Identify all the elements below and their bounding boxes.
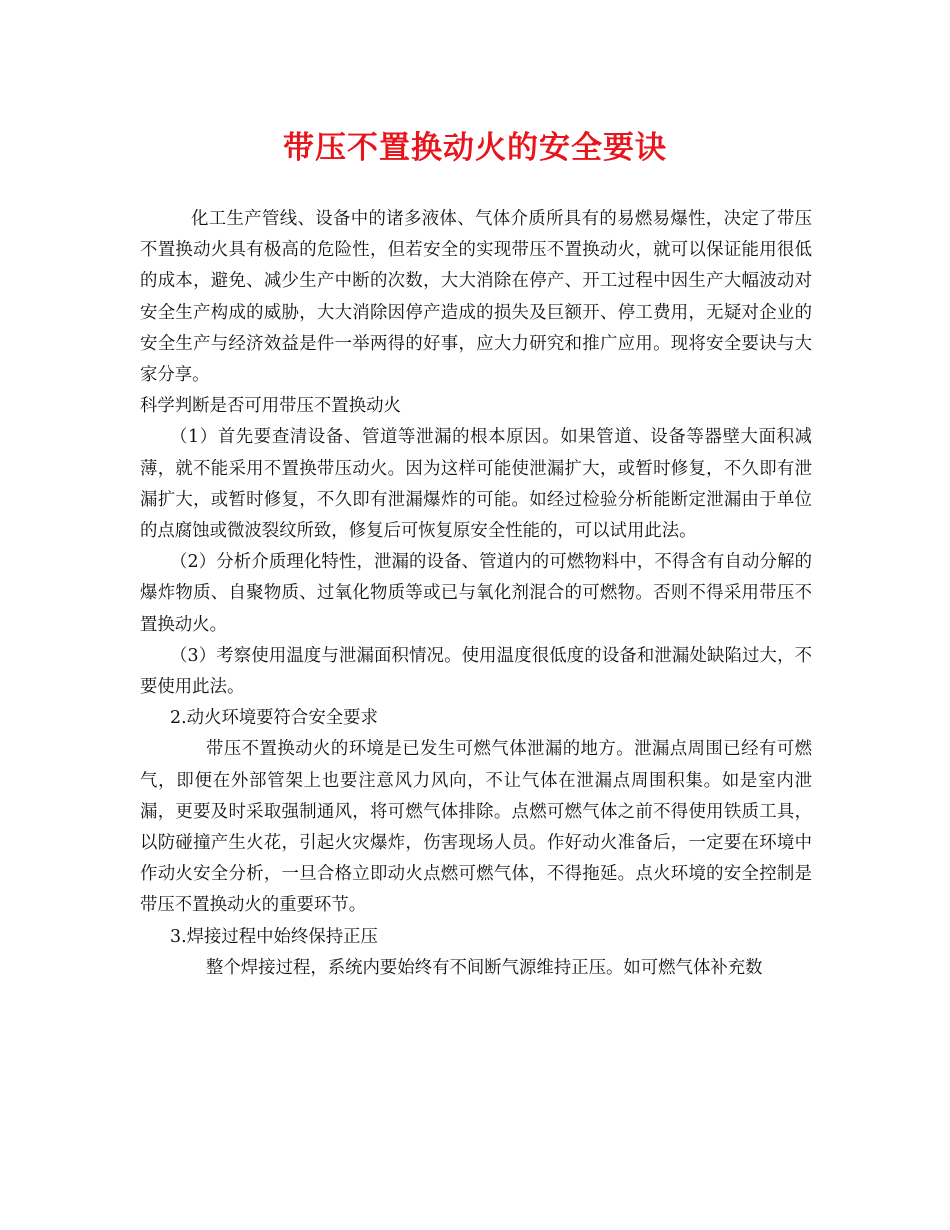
paragraph-fire-environment: 带压不置换动火的环境是已发生可燃气体泄漏的地方。泄漏点周围已经有可燃气，即便在外部管架上也要注意风力风向，不让气体在泄漏点周围积集。如是室内泄漏，更要及时采取强制通风，将可燃气体排除。点燃可燃气体之前不得使用铁质工具，以防碰撞产生火花，引起火灾爆炸，伤害现场人员。作好动火准备后，一定要在环境中作动火安全分析，一旦合格立即动火点燃可燃气体，不得拖延。点火环境的安全控制是带压不置换动火的重要环节。 — [140, 739, 812, 916]
intro-paragraph: 化工生产管线、设备中的诸多液体、气体介质所具有的易燃易爆性，决定了带压不置换动火具有极高的危险性，但若安全的实现带压不置换动火，就可以保证能用很低的成本，避免、减少生产中断的次数，大大消除在停产、开工过程中因生产大幅波动对安全生产构成的威胁，大大消除因停产造成的损失及巨额开、停工费用，无疑对企业的安全生产与经济效益是件一举两得的好事，应大力研究和推广应用。现将安全要诀与大家分享。 — [140, 209, 812, 386]
document-body — [140, 204, 812, 984]
paragraph-item-1: （1）首先要查清设备、管道等泄漏的根本原因。如果管道、设备等器壁大面积减薄，就不能采用不置换带压动火。因为这样可能使泄漏扩大，或暂时修复，不久即有泄漏扩大，或暂时修复，不久即有泄漏爆炸的可能。如经过检验分析能断定泄漏由于单位的点腐蚀或微波裂纹所致，修复后可恢复原安全性能的，可以试用此法。 — [140, 427, 812, 542]
paragraph-item-3: （3）考察使用温度与泄漏面积情况。使用温度很低度的设备和泄漏处缺陷过大，不要使用此法。 — [140, 645, 812, 698]
paragraph-item-2: （2）分析介质理化特性，泄漏的设备、管道内的可燃物料中，不得含有自动分解的爆炸物质、自聚物质、过氧化物质等或已与氧化剂混合的可燃物。否则不得采用带压不置换动火。 — [140, 552, 812, 635]
document-title: 带压不置换动火的安全要诀 — [283, 130, 667, 166]
section-heading-2: 2.动火环境要符合安全要求 — [170, 708, 378, 729]
section-heading-3: 3.焊接过程中始终保持正压 — [170, 926, 378, 947]
paragraph-positive-pressure: 整个焊接过程，系统内要始终有不间断气源维持正压。如可燃气体补充数 — [206, 957, 763, 978]
section-heading-1: 科学判断是否可用带压不置换动火 — [140, 396, 401, 417]
